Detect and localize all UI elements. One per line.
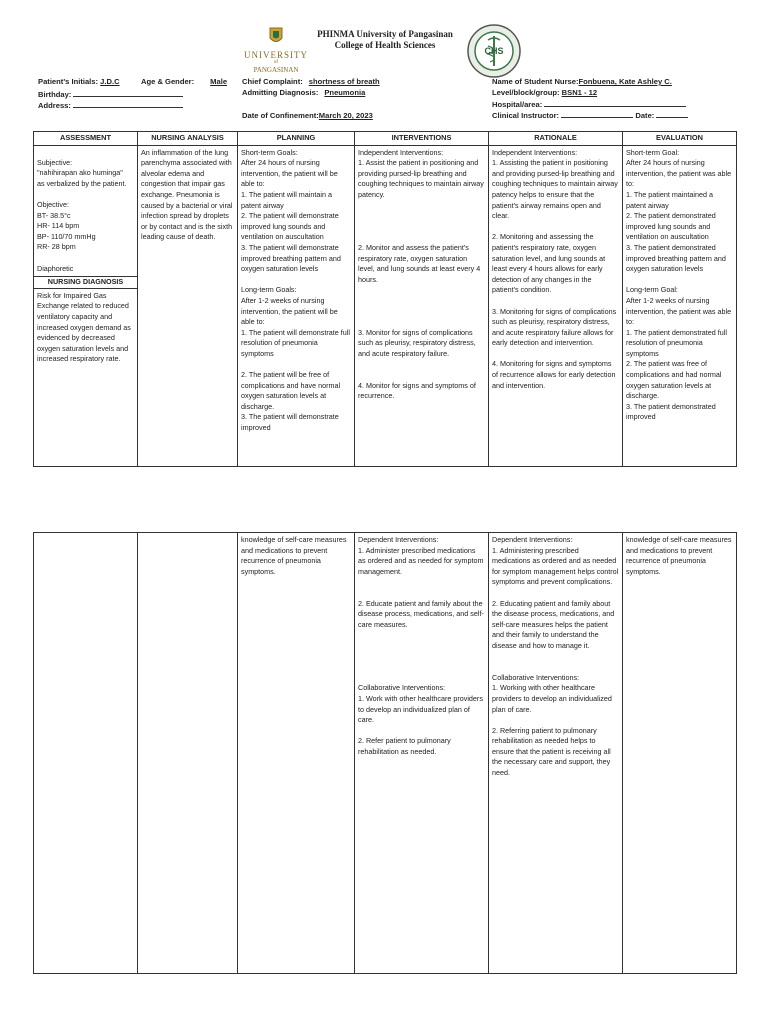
age-gender-value: Male (210, 77, 228, 86)
date-of-confinement: Date of Confinement:March 20, 2023 (242, 111, 373, 120)
evaluation-text-continued: knowledge of self-care measures and medications to prevent recurrence of pneumonia symptoms. (626, 535, 732, 576)
rationale-cell-continued (489, 533, 623, 974)
student-nurse: Name of Student Nurse:Fonbuena, Kate Ashley C. (492, 77, 672, 86)
school-name: PHINMA University of Pangasinan (317, 29, 453, 39)
age-gender: Age & Gender: Male (141, 77, 228, 86)
care-plan-table-page1 (33, 131, 737, 467)
logo-text-of: of (273, 60, 279, 65)
nursing-diagnosis-heading: NURSING DIAGNOSIS (34, 276, 137, 289)
interventions-text: Independent Interventions: 1. Assist the patient in positioning and providing pursed-lip breathing and coughing techniques to maintain airway patency. 2. Monitor and assess the patient's respiratory rate, oxygen saturation level, and lung sounds at least every 4 hours. 3. Monitor for signs of complications such as pleurisy, respiratory distress, and acute respiratory failure. 4. Monitor for signs and symptoms of recurrence. (358, 147, 484, 401)
evaluation-cell (623, 145, 737, 466)
header-rationale: RATIONALE (489, 132, 623, 146)
nursing-diagnosis-text: Risk for Impaired Gas Exchange related to reduced ventilatory capacity and increased oxygen demand as evidenced by decreased oxygen saturation levels and increased respiratory rate. (37, 290, 131, 364)
logo-text-university: UNIVERSITY (244, 50, 308, 60)
evaluation-cell-continued (623, 533, 737, 974)
admitting-diagnosis: Admitting Diagnosis: Pneumonia (242, 88, 366, 97)
logo-text-pangasinan: PANGASINAN (253, 66, 299, 74)
header-assessment: ASSESSMENT (34, 132, 138, 146)
analysis-cell (138, 145, 238, 466)
header-planning: PLANNING (238, 132, 355, 146)
planning-text-continued: knowledge of self-care measures and medications to prevent recurrence of pneumonia symptoms. (241, 535, 347, 576)
chief-complaint: Chief Complaint: shortness of breath (242, 77, 380, 86)
interventions-text-continued: Dependent Interventions: 1. Administer prescribed medications as ordered and as needed for symptom management. 2. Educate patient and family about the disease process, medications, and self-care measures. Collaborative Interventions: 1. Work with other healthcare providers to develop an individualized plan of care. 2. Refer patient to pulmonary rehabilitation as needed. (358, 535, 484, 756)
college-name: College of Health Sciences (334, 40, 436, 50)
college-seal (466, 24, 522, 78)
assessment-cell-continued (34, 533, 138, 974)
planning-text: Short-term Goals: After 24 hours of nursing intervention, the patient will be able to: 1. The patient will maintain a patent airway 2. The patient will demonstrate improved lung sounds and ventilation on auscultation 3. The patient will demonstrate improved breathing pattern and oxygen saturation levels Long-term Goals: After 1-2 weeks of nursing intervention, the patient will be able to: 1. The patient will demonstrate full resolution of pneumonia symptoms 2. The patient will be free of complications and have normal oxygen saturation levels at discharge. 3. The patient will demonstrate improved (241, 147, 350, 433)
date-blank (656, 110, 688, 118)
chief-complaint-value: shortness of breath (308, 77, 380, 86)
level-value: BSN1 - 12 (561, 88, 598, 97)
interventions-cell-continued (355, 533, 489, 974)
analysis-cell-continued (138, 533, 238, 974)
column-header-row (34, 132, 737, 146)
planning-cell-continued (238, 533, 355, 974)
care-plan-table-page2 (33, 532, 737, 974)
rationale-cell (489, 145, 623, 466)
birthday-blank (73, 89, 183, 97)
planning-cell (238, 145, 355, 466)
address-blank (73, 100, 183, 108)
hospital-blank (544, 99, 686, 107)
seal-text: CHS (484, 46, 504, 56)
instructor-blank (561, 110, 633, 118)
interventions-cell (355, 145, 489, 466)
rationale-text-continued: Dependent Interventions: 1. Administering prescribed medications as ordered and as needed for symptom management helps control symptoms and prevent complications. 2. Educating patient and family about the disease process, medications, and self-care measures helps the patient and their family to understand the disease and how to manage it. Collaborative Interventions: 1. Working with other healthcare providers to develop an individualized plan of care. 2. Referring patient to pulmonary rehabilitation as needed helps to ensure that the patient is receiving all the necessary care and support, they need. (492, 535, 619, 778)
address-field: Address: (38, 100, 183, 110)
care-plan-row-continued (34, 533, 737, 974)
care-plan-row (34, 145, 737, 466)
clinical-instructor: Clinical Instructor: Date: (492, 110, 688, 120)
assessment-cell (34, 145, 138, 466)
birthday-field: Birthday: (38, 89, 183, 99)
student-nurse-value: Fonbuena, Kate Ashley C. (578, 77, 672, 86)
header-interventions: INTERVENTIONS (355, 132, 489, 146)
assessment-text: Subjective: "nahihirapan ako huminga" as verbalized by the patient. Objective: BT- 38.5°c HR- 114 bpm BP- 110/70 mmHg RR- 28 bpm Diaphoretic (37, 157, 127, 273)
evaluation-text: Short-term Goal: After 24 hours of nursing intervention, the patient was able to: 1. The patient maintained a patent airway 2. The patient demonstrated improved lung sounds and ventilation on auscultation 3. The patient demonstrated improved breathing pattern and oxygen saturation levels Long-term Goal: After 1-2 weeks of nursing intervention, the patient was able to: 1. The patient demonstrated full resolution of pneumonia symptoms 2. The patient was free of complications and had normal oxygen saturation levels at discharge. 3. The patient demonstrated improved (626, 147, 732, 422)
header-nursing-analysis: NURSING ANALYSIS (138, 132, 238, 146)
patient-initials-value: J.D.C (100, 77, 120, 86)
patient-initials: Patient's Initials: J.D.C (38, 77, 120, 86)
level-block-group: Level/block/group: BSN1 - 12 (492, 88, 598, 97)
admitting-diagnosis-value: Pneumonia (324, 88, 366, 97)
rationale-text: Independent Interventions: 1. Assisting the patient in positioning and providing pursed-lip breathing and coughing techniques to maintain airway patency helps to ensure that the patient's airway remains open and clear. 2. Monitoring and assessing the patient's respiratory rate, oxygen saturation level, and lung sounds at least every 4 hours allows for early detection of any changes in the patient's condition. 3. Monitoring for signs of complications such as pleurisy, respiratory distress, and acute respiratory failure allows for early detection and intervention. 4. Monitoring for signs and symptoms of recurrence allows for early detection and intervention. (492, 147, 618, 390)
header-evaluation: EVALUATION (623, 132, 737, 146)
analysis-text: An inflammation of the lung parenchyma associated with alveolar edema and congestion that impair gas exchange. Pneumonia is caused by a bacterial or viral infection spread by droplets or by contact and is the sixth leading cause of death. (141, 147, 233, 242)
hospital-area: Hospital/area: (492, 99, 686, 109)
confinement-value: March 20, 2023 (318, 111, 373, 120)
